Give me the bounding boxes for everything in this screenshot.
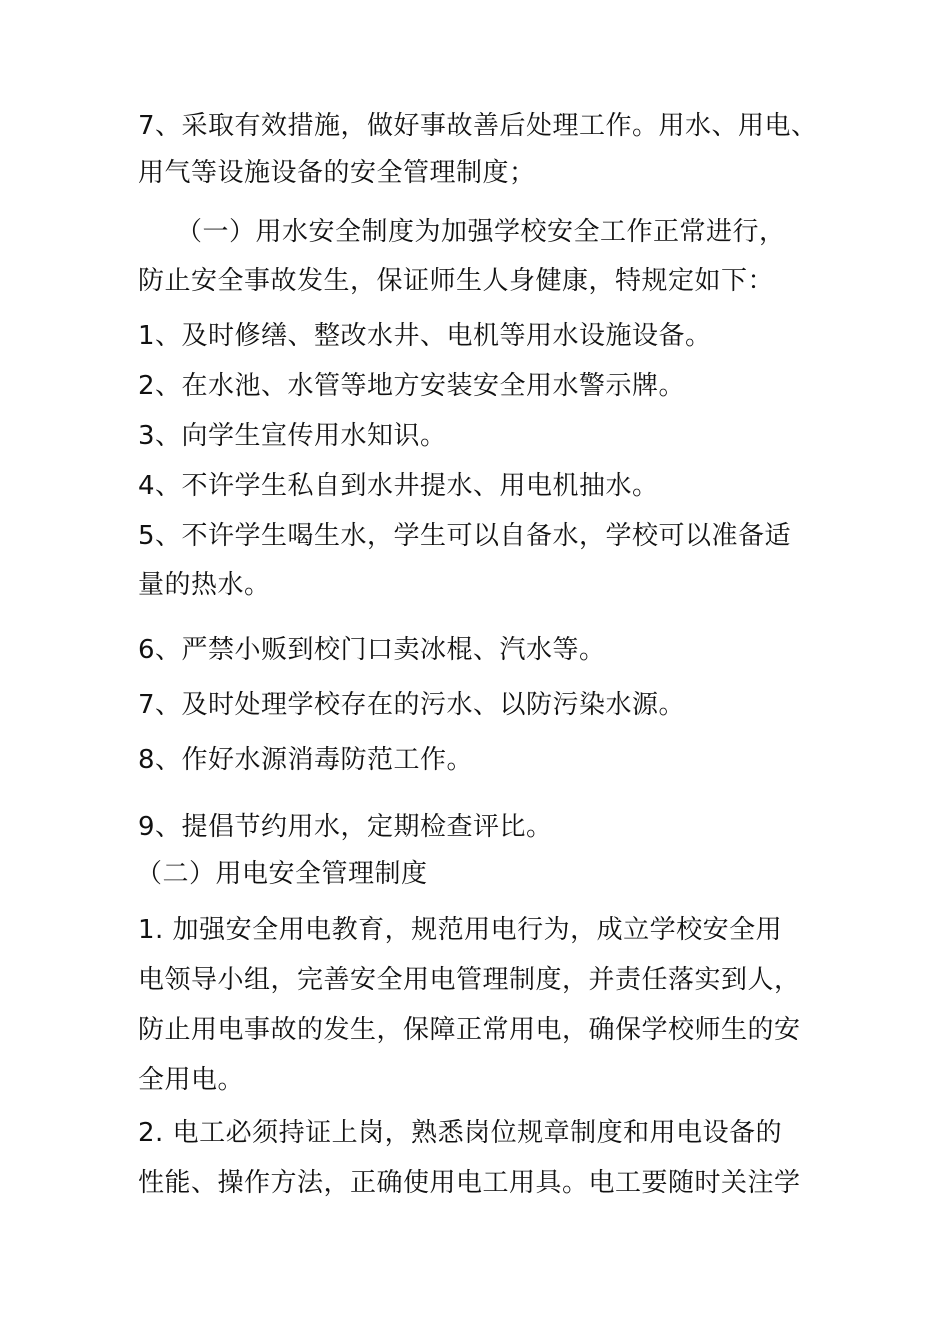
paragraph-line-4: 防止安全事故发生，保证师生人身健康，特规定如下： xyxy=(138,266,775,296)
list-item-water-7: 7、及时处理学校存在的污水、以防污染水源。 xyxy=(138,690,686,720)
list-item-water-5-cont: 量的热水。 xyxy=(138,570,271,600)
list-item-electric-2: 2. 电工必须持证上岗，熟悉岗位规章制度和用电设备的 xyxy=(138,1118,783,1148)
list-item-water-9: 9、提倡节约用水，定期检查评比。 xyxy=(138,812,553,842)
list-item-electric-1-cont-2: 防止用电事故的发生，保障正常用电，确保学校师生的安 xyxy=(138,1015,801,1045)
list-item-water-3: 3、向学生宣传用水知识。 xyxy=(138,421,447,451)
list-item-water-5: 5、不许学生喝生水，学生可以自备水，学校可以准备适 xyxy=(138,521,792,551)
paragraph-line-1: 7、采取有效措施，做好事故善后处理工作。用水、用电、 xyxy=(138,111,818,141)
list-item-water-1: 1、及时修缮、整改水井、电机等用水设施设备。 xyxy=(138,321,712,351)
list-item-electric-1-cont-3: 全用电。 xyxy=(138,1065,245,1095)
list-item-water-6: 6、严禁小贩到校门口卖冰棍、汽水等。 xyxy=(138,635,606,665)
section-heading-water: （一）用水安全制度为加强学校安全工作正常进行， xyxy=(176,217,786,247)
list-item-electric-2-cont: 性能、操作方法，正确使用电工用具。电工要随时关注学 xyxy=(138,1168,801,1198)
list-item-water-4: 4、不许学生私自到水井提水、用电机抽水。 xyxy=(138,471,659,501)
paragraph-line-2: 用气等设施设备的安全管理制度； xyxy=(138,158,536,188)
list-item-electric-1-cont-1: 电领导小组，完善安全用电管理制度，并责任落实到人， xyxy=(138,965,801,995)
section-heading-electric: （二）用电安全管理制度 xyxy=(136,859,428,889)
list-item-water-8: 8、作好水源消毒防范工作。 xyxy=(138,745,474,775)
list-item-water-2: 2、在水池、水管等地方安装安全用水警示牌。 xyxy=(138,371,686,401)
list-item-electric-1: 1. 加强安全用电教育，规范用电行为，成立学校安全用 xyxy=(138,915,783,945)
